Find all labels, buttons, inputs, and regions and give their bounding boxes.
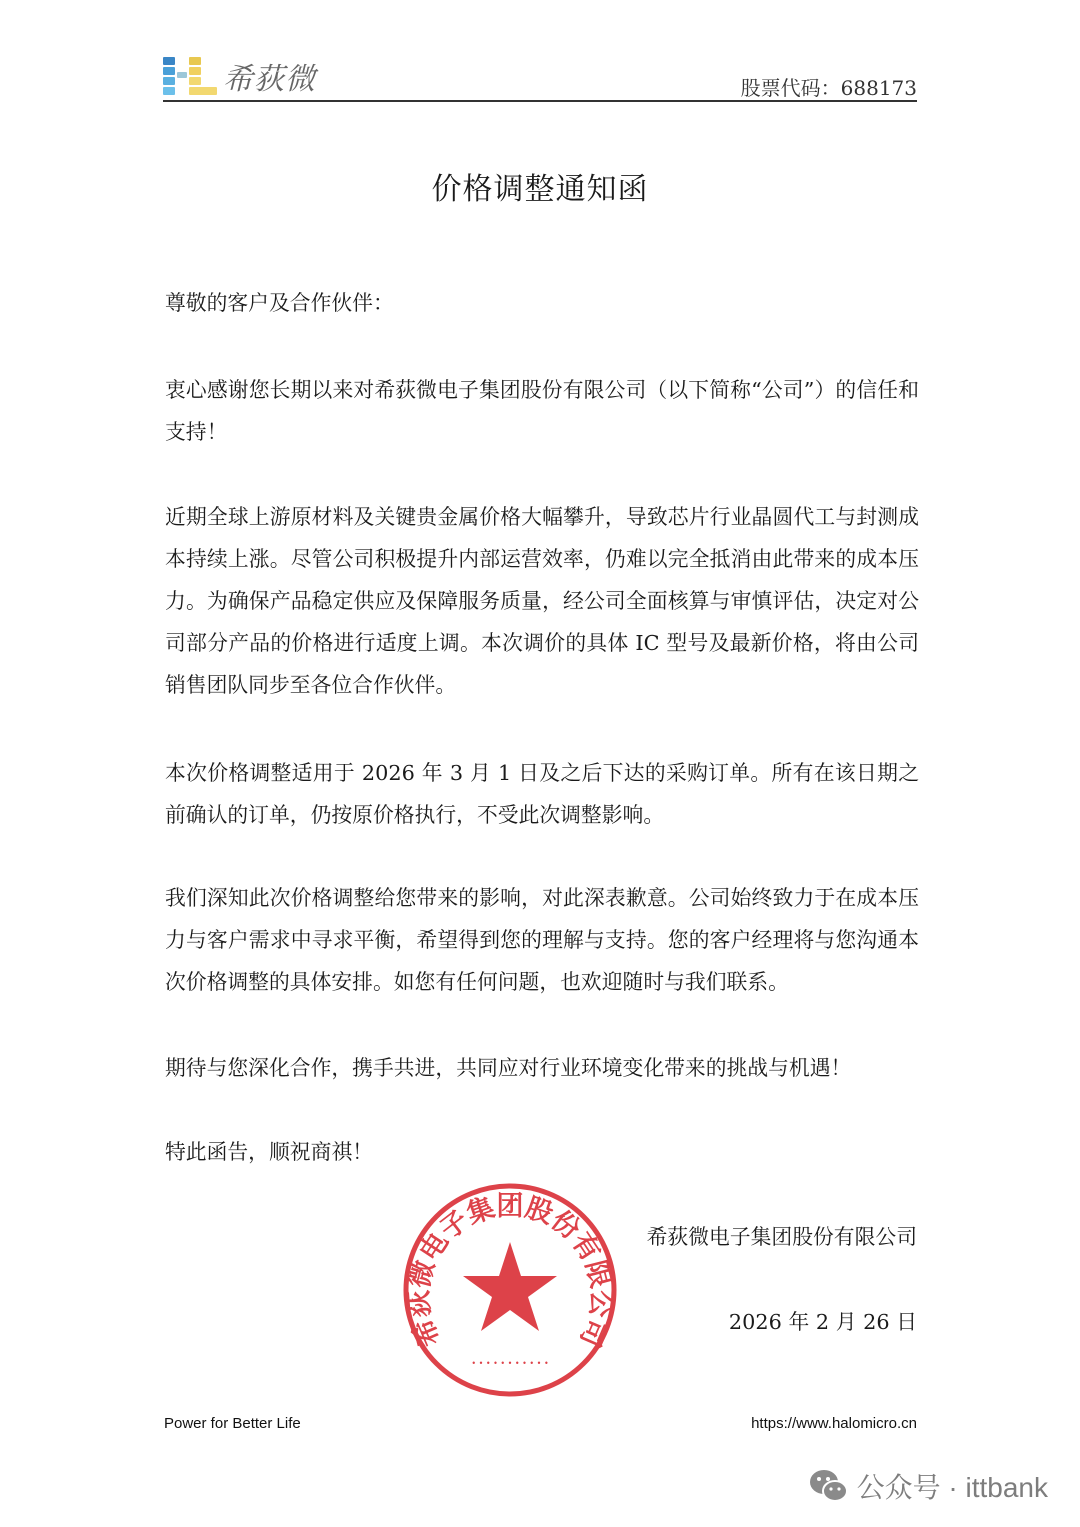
document-title: 价格调整通知函	[431, 172, 649, 207]
paragraph-outlook	[165, 1047, 919, 1089]
star-icon	[463, 1242, 557, 1331]
footer-slogan: Power for Better Life	[164, 1415, 301, 1432]
closing	[165, 1131, 373, 1173]
signature-company: 希荻微电子集团股份有限公司	[646, 1225, 917, 1249]
paragraph-text: 本次价格调整适用于 2026 年 3 月 1 日及之后下达的采购订单。所有在该日期之前确认的订单，仍按原价格执行，不受此次调整影响。	[165, 761, 919, 827]
paragraph-apology	[165, 877, 919, 1003]
header-divider	[163, 100, 917, 102]
paragraph-thanks	[165, 369, 919, 453]
company-logo	[163, 56, 316, 96]
seal-text: 希荻微电子集团股份有限公司	[403, 1190, 617, 1352]
paragraph-text: 我们深知此次价格调整给您带来的影响，对此深表歉意。公司始终致力于在成本压力与客户需求中寻求平衡，希望得到您的理解与支持。您的客户经理将与您沟通本次价格调整的具体安排。如您有任何问题，也欢迎随时与我们联系。	[165, 886, 919, 994]
logo-text: 希荻微	[223, 62, 316, 97]
company-seal	[400, 1180, 620, 1400]
paragraph-text: 特此函告，顺祝商祺！	[165, 1140, 373, 1164]
paragraph-text: 期待与您深化合作，携手共进，共同应对行业环境变化带来的挑战与机遇！	[165, 1056, 852, 1080]
paragraph-text: 近期全球上游原材料及关键贵金属价格大幅攀升，导致芯片行业晶圆代工与封测成本持续上涨。尽管公司积极提升内部运营效率，仍难以完全抵消由此带来的成本压力。为确保产品稳定供应及保障服务质量，经公司全面核算与审慎评估，决定对公司部分产品的价格进行适度上调。本次调价的具体 IC 型号及最新价格，将由公司销售团队同步至各位合作伙伴。	[165, 505, 919, 697]
wechat-watermark	[809, 1466, 1048, 1506]
paragraph-text: 衷心感谢您长期以来对希荻微电子集团股份有限公司（以下简称“公司”）的信任和支持！	[165, 378, 919, 444]
paragraph-reason	[165, 496, 919, 706]
footer-url[interactable]: https://www.halomicro.cn	[751, 1415, 917, 1432]
seal-serial: • • • • • • • • • • •	[471, 1359, 549, 1368]
paragraph-effective-date	[165, 752, 919, 836]
stock-code: 股票代码：688173	[740, 76, 917, 100]
greeting: 尊敬的客户及合作伙伴：	[165, 291, 394, 315]
watermark-label: 公众号 · ittbank	[856, 1472, 1048, 1503]
wechat-icon	[809, 1468, 849, 1504]
signature-date: 2026 年 2 月 26 日	[728, 1310, 917, 1334]
logo-mark-icon	[163, 57, 219, 95]
